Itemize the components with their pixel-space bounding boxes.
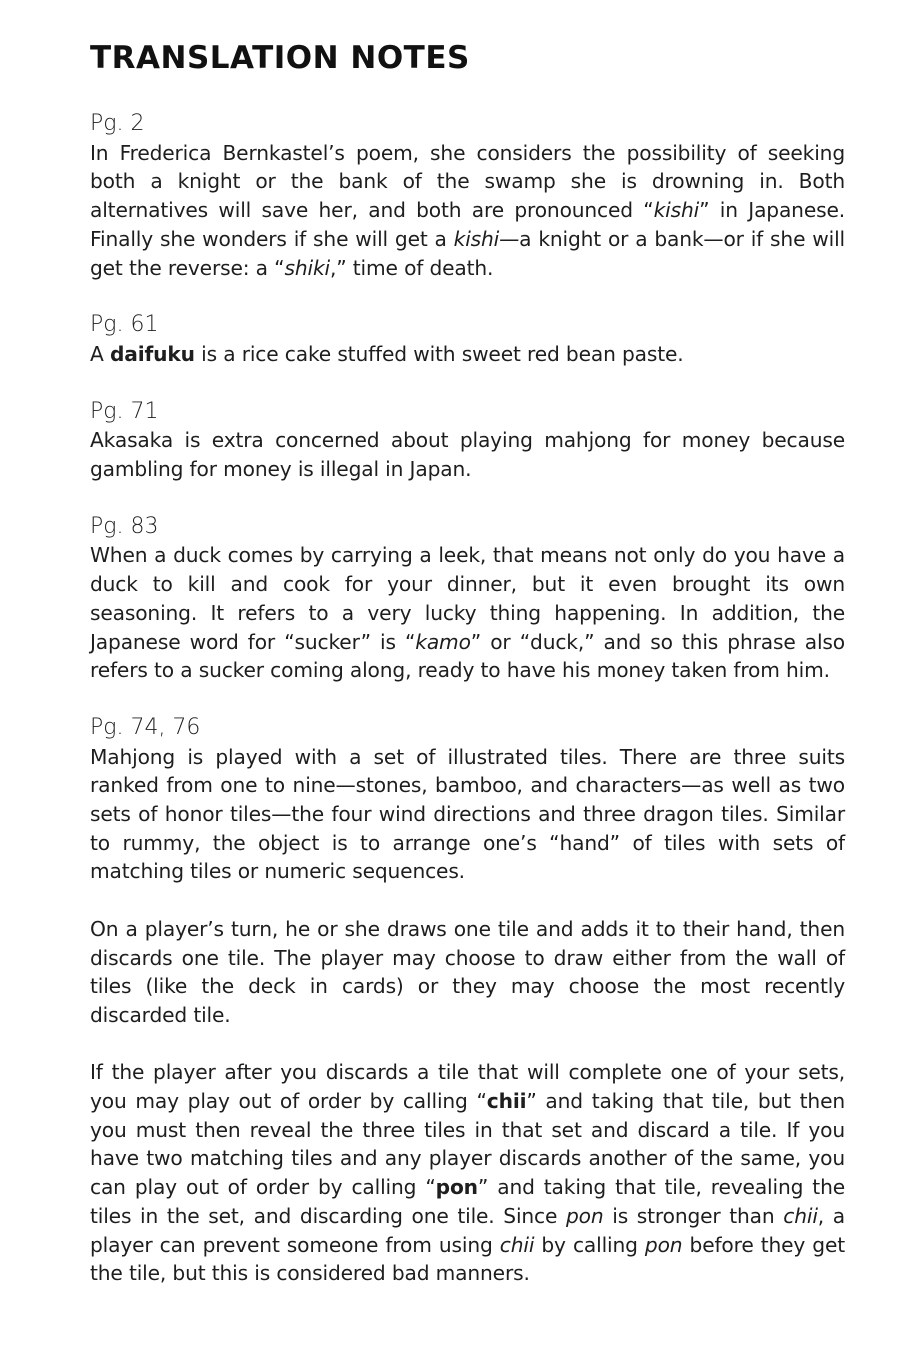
note-paragraph xyxy=(90,1058,845,1288)
text-run: Mahjong is played with a set of illustrated tiles. There are three suits ranked from one to nine—stones, bamboo, and characters—as well as two sets of honor tiles—the four wind directions and three dragon tiles. Similar to rummy, the object is to arrange one’s “hand” of tiles with sets of matching tiles or numeric sequences. xyxy=(90,744,845,884)
italic-term: pon xyxy=(566,1203,604,1228)
italic-term: kishi xyxy=(453,226,500,251)
bold-term: chii xyxy=(486,1089,527,1114)
note-paragraph xyxy=(90,139,845,283)
text-run: before they get the tile, but this is considered bad manners. xyxy=(90,1232,845,1286)
text-run: ,” time of death. xyxy=(329,255,494,280)
note-page-reference: Pg. 83 xyxy=(90,513,159,539)
text-run: is stronger than xyxy=(603,1203,784,1228)
text-run: Akasaka is extra concerned about playing mahjong for money because gambling for money is illegal in Japan. xyxy=(90,428,845,482)
note-section xyxy=(90,398,845,484)
note-paragraph xyxy=(90,743,845,887)
text-run: —a knight or a bank—or if she will get the reverse: a “ xyxy=(90,226,845,280)
note-paragraph xyxy=(90,340,845,369)
text-run: ” and taking that tile, but then you must then reveal the three tiles in that set and discard a tile. If you have two matching tiles and any player discards another of the same, you can play out of order by calling “ xyxy=(90,1089,845,1200)
note-page-reference: Pg. 2 xyxy=(90,111,145,136)
note-section xyxy=(90,110,845,282)
note-paragraph xyxy=(90,915,845,1030)
note-page-reference: Pg. 61 xyxy=(90,312,159,338)
bold-term: pon xyxy=(435,1175,478,1200)
text-run: is a rice cake stuffed with sweet red bean paste. xyxy=(194,341,684,366)
text-run: ” or “duck,” and so this phrase also refers to a sucker coming along, ready to have his money taken from him. xyxy=(90,629,845,683)
text-run: , a player can prevent someone from using xyxy=(90,1203,845,1257)
text-run: ” and taking that tile, revealing the tiles in the set, and discarding one tile. Since xyxy=(90,1175,845,1228)
text-run: A xyxy=(90,341,110,366)
italic-term: shiki xyxy=(284,255,330,280)
note-page-reference: Pg. 74, 76 xyxy=(90,714,201,740)
text-run: by calling xyxy=(534,1232,645,1257)
note-paragraph xyxy=(90,541,845,685)
note-section xyxy=(90,714,845,1288)
note-paragraph xyxy=(90,426,845,483)
text-run: On a player’s turn, he or she draws one tile and adds it to their hand, then discards one tile. The player may choose to draw either from the wall of tiles (like the deck in cards) or they may choose the most recently discarded tile. xyxy=(90,916,845,1027)
note-section xyxy=(90,513,845,685)
italic-term: chii xyxy=(783,1203,818,1228)
text-run: When a duck comes by carrying a leek, that means not only do you have a duck to kill and cook for your dinner, but it even brought its own seasoning. It refers to a very lucky thing happening. In addition, the Japanese word for “sucker” is “ xyxy=(90,543,845,654)
translation-notes-page xyxy=(90,38,845,1317)
text-run: In Frederica Bernkastel’s poem, she considers the possibility of seeking both a knight or the bank of the swamp she is drowning in. Both alternatives will save her, and both are pronounced “ xyxy=(90,140,845,223)
italic-term: chii xyxy=(499,1232,535,1257)
bold-term: daifuku xyxy=(109,341,195,366)
page-title: TRANSLATION NOTES xyxy=(90,40,470,76)
italic-term: kishi xyxy=(653,198,700,223)
text-run: ” in Japanese. Finally she wonders if she will get a xyxy=(90,198,845,251)
note-section xyxy=(90,311,845,368)
italic-term: pon xyxy=(644,1232,683,1257)
text-run: If the player after you discards a tile that will complete one of your sets, you may play out of order by calling “ xyxy=(90,1060,845,1114)
italic-term: kamo xyxy=(415,629,471,654)
notes-list xyxy=(90,110,845,1288)
note-page-reference: Pg. 71 xyxy=(90,398,159,424)
